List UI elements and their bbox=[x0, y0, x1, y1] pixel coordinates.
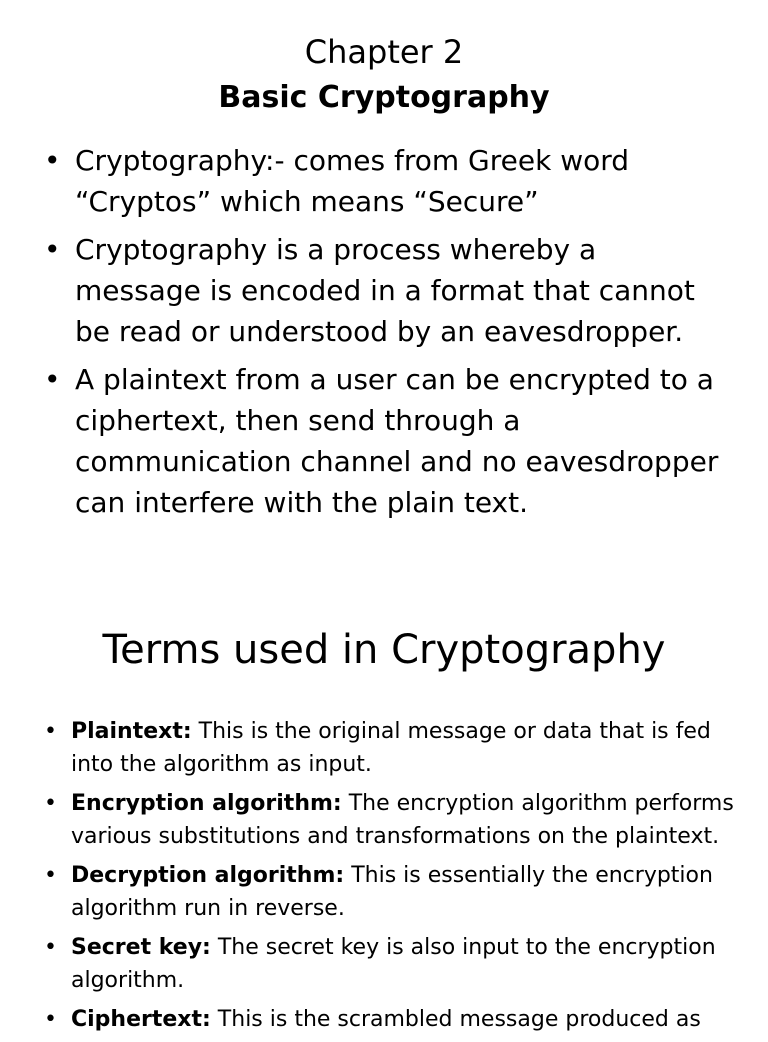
list-item bbox=[44, 787, 734, 853]
bullet-icon: • bbox=[44, 233, 61, 266]
term-definition: This is the scrambled message produced as bbox=[210, 1007, 701, 1032]
bullet-text: A plaintext from a user can be encrypted to a ciphertext, then send through a communication channel and no eavesdropper can interfere with the plain text. bbox=[75, 363, 719, 519]
bullet-text: Cryptography is a process whereby a message is encoded in a format that cannot be read or understood by an eavesdropper. bbox=[75, 233, 695, 348]
list-item bbox=[44, 931, 734, 997]
list-item bbox=[44, 140, 724, 222]
term-label: Encryption algorithm: bbox=[71, 791, 342, 816]
bullet-text: Cryptography:- comes from Greek word “Cryptos” which means “Secure” bbox=[75, 144, 630, 218]
list-item bbox=[44, 1003, 734, 1036]
slide-terms bbox=[0, 560, 768, 1032]
term-label: Ciphertext: bbox=[71, 1007, 211, 1032]
list-item bbox=[44, 859, 734, 925]
bullet-icon: • bbox=[44, 144, 61, 177]
terms-bullet-list bbox=[44, 715, 734, 1042]
term-definition: This is the original message or data that is fed into the algorithm as input. bbox=[71, 719, 711, 777]
term-definition: The encryption algorithm performs various substitutions and transformations on the plaintext. bbox=[71, 791, 734, 849]
term-label: Secret key: bbox=[71, 935, 211, 960]
bullet-icon: • bbox=[44, 791, 57, 816]
term-definition: The secret key is also input to the encryption algorithm. bbox=[71, 935, 716, 993]
intro-bullet-list bbox=[44, 140, 724, 530]
chapter-title: Chapter 2 bbox=[304, 33, 464, 71]
term-label: Decryption algorithm: bbox=[71, 863, 345, 888]
bullet-icon: • bbox=[44, 863, 57, 888]
bullet-icon: • bbox=[44, 363, 61, 396]
term-definition: This is essentially the encryption algorithm run in reverse. bbox=[71, 863, 713, 921]
bullet-icon: • bbox=[44, 935, 57, 960]
terms-title: Terms used in Cryptography bbox=[102, 627, 666, 673]
bullet-icon: • bbox=[44, 1007, 57, 1032]
chapter-subtitle: Basic Cryptography bbox=[218, 80, 550, 115]
list-item bbox=[44, 359, 724, 523]
list-item bbox=[44, 715, 734, 781]
term-label: Plaintext: bbox=[71, 719, 192, 744]
list-item bbox=[44, 229, 724, 352]
bullet-icon: • bbox=[44, 719, 57, 744]
